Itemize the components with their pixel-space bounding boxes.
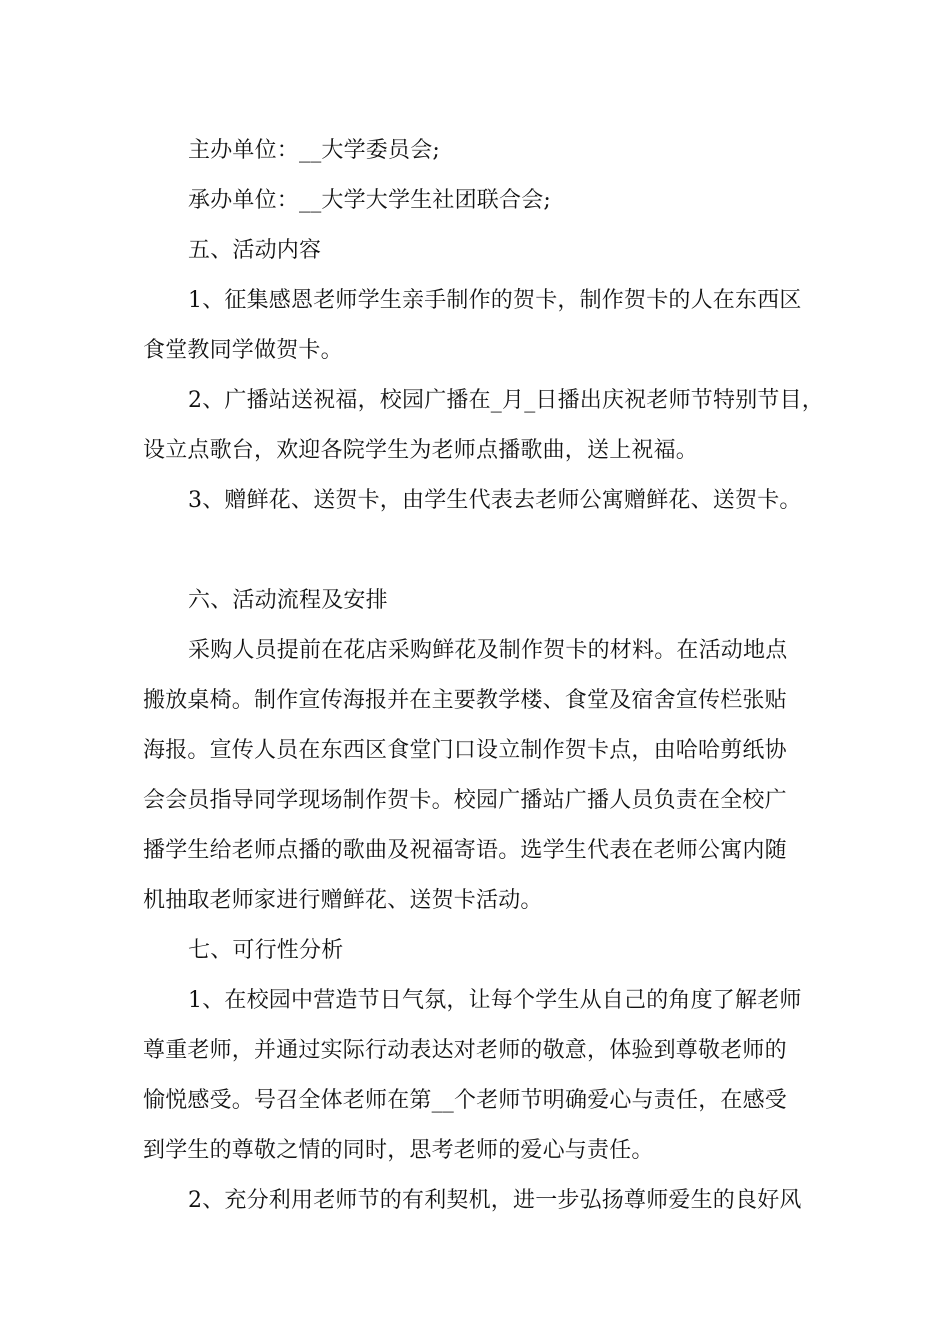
section-5-heading: 五、活动内容	[188, 238, 322, 263]
section-5-item-2-line-2: 设立点歌台，欢迎各院学生为老师点播歌曲，送上祝福。	[143, 438, 699, 463]
section-6-para-line-4: 会会员指导同学现场制作贺卡。校园广播站广播人员负责在全校广	[143, 788, 787, 813]
section-5-item-1-line-2: 食堂教同学做贺卡。	[143, 338, 343, 363]
section-7-item-1-line-4: 到学生的尊敬之情的同时，思考老师的爱心与责任。	[143, 1138, 654, 1163]
section-5-item-1-line-1: 1、征集感恩老师学生亲手制作的贺卡，制作贺卡的人在东西区	[188, 288, 802, 313]
section-6-para-line-1: 采购人员提前在花店采购鲜花及制作贺卡的材料。在活动地点	[188, 638, 788, 663]
section-5-item-2-line-1: 2、广播站送祝福，校园广播在_月_日播出庆祝老师节特别节目，	[188, 388, 824, 413]
section-6-para-line-6: 机抽取老师家进行赠鲜花、送贺卡活动。	[143, 888, 543, 913]
organizer-line: 主办单位：__大学委员会;	[188, 138, 441, 163]
section-7-item-2-line-1: 2、充分利用老师节的有利契机，进一步弘扬尊师爱生的良好风	[188, 1188, 802, 1213]
section-7-item-1-line-3: 愉悦感受。号召全体老师在第__个老师节明确爱心与责任，在感受	[143, 1088, 788, 1113]
section-6-heading: 六、活动流程及安排	[188, 588, 388, 613]
co-organizer-line: 承办单位：__大学大学生社团联合会;	[188, 188, 552, 213]
section-6-para-line-3: 海报。宣传人员在东西区食堂门口设立制作贺卡点，由哈哈剪纸协	[143, 738, 787, 763]
section-6-para-line-2: 搬放桌椅。制作宣传海报并在主要教学楼、食堂及宿舍宣传栏张贴	[143, 688, 787, 713]
section-7-heading: 七、可行性分析	[188, 938, 344, 963]
section-6-para-line-5: 播学生给老师点播的歌曲及祝福寄语。选学生代表在老师公寓内随	[143, 838, 787, 863]
section-7-item-1-line-2: 尊重老师，并通过实际行动表达对老师的敬意，体验到尊敬老师的	[143, 1038, 787, 1063]
section-5-item-3-line-1: 3、赠鲜花、送贺卡，由学生代表去老师公寓赠鲜花、送贺卡。	[188, 488, 802, 513]
section-7-item-1-line-1: 1、在校园中营造节日气氛，让每个学生从自己的角度了解老师	[188, 988, 802, 1013]
